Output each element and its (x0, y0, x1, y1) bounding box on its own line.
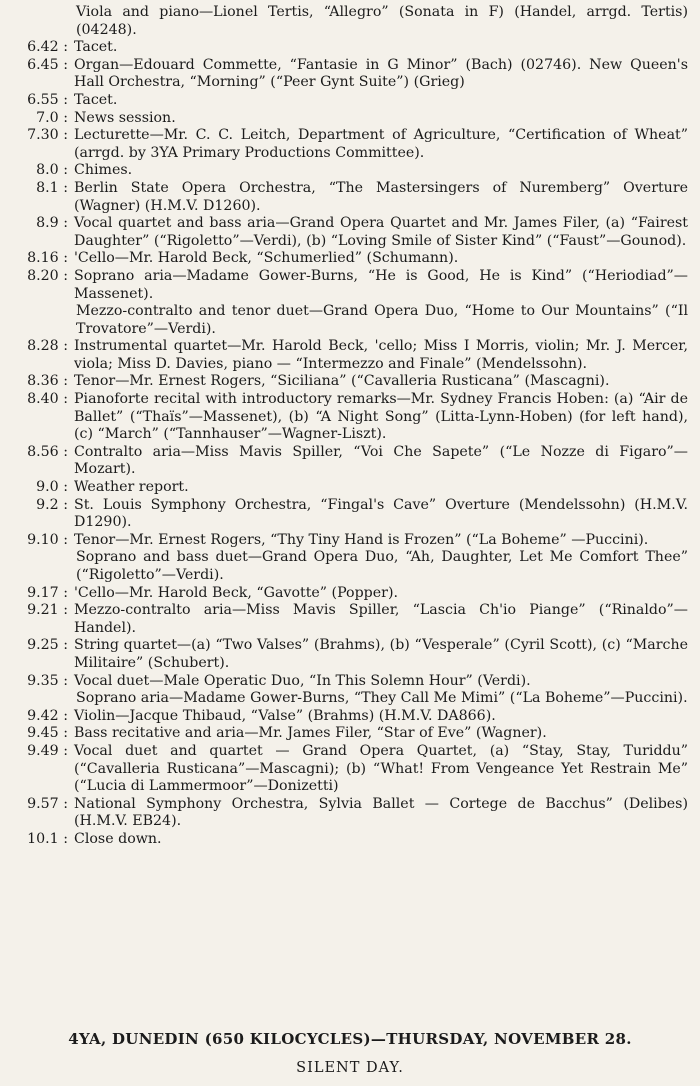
entry-text: Pianoforte recital with introductory remarks—Mr. Sydney Francis Hoben: (a) “Air de Ballet” (“Thaïs”—Massenet), (b) “A Night Song” (Litta-Lynn-Hoben) (for left hand), (c) “March” (“Tannhauser”—Wagner-Liszt). (74, 391, 688, 443)
entry-time: 6.42 : (27, 39, 68, 56)
programme-entry (0, 673, 700, 691)
entry-text: Viola and piano—Lionel Tertis, “Allegro” (Sonata in F) (Handel, arrgd. Tertis) (04248). (76, 4, 688, 38)
programme-entry (0, 338, 700, 373)
entry-text: Organ—Edouard Commette, “Fantasie in G Minor” (Bach) (02746). New Queen's Hall Orchestra, “Morning” (“Peer Gynt Suite”) (Grieg) (74, 56, 688, 91)
programme-entry (0, 585, 700, 603)
entry-time: 8.40 : (27, 391, 68, 408)
entry-time: 8.56 : (27, 443, 68, 460)
programme-entry (0, 444, 700, 479)
entry-time: 9.2 : (36, 496, 68, 513)
station-footer (0, 1030, 700, 1076)
programme-entry (0, 725, 700, 743)
entry-time: 9.57 : (27, 795, 68, 812)
programme-entry (0, 549, 700, 584)
programme-entry (0, 215, 700, 250)
entry-time: 7.0 : (36, 109, 68, 126)
programme-entry (0, 303, 700, 338)
entry-text: Bass recitative and aria—Mr. James Filer, “Star of Eve” (Wagner). (74, 725, 547, 742)
entry-time: 9.0 : (36, 479, 68, 496)
entry-text: National Symphony Orchestra, Sylvia Ballet — Cortege de Bacchus” (Delibes) (H.M.V. EB24). (74, 795, 688, 830)
programme-entry (0, 743, 700, 796)
programme-entry (0, 268, 700, 303)
programme-entry (0, 690, 700, 708)
entry-time: 8.1 : (36, 179, 68, 196)
entry-time: 9.21 : (27, 602, 68, 619)
entry-text: Soprano and bass duet—Grand Opera Duo, “Ah, Daughter, Let Me Comfort Thee” (“Rigoletto”—Verdi). (76, 549, 688, 583)
entry-text: Tenor—Mr. Ernest Rogers, “Thy Tiny Hand is Frozen” (“La Boheme” —Puccini). (74, 531, 649, 548)
programme-entry (0, 250, 700, 268)
entry-time: 7.30 : (27, 127, 68, 144)
programme-entry (0, 831, 700, 849)
entry-text: 'Cello—Mr. Harold Beck, “Gavotte” (Popper). (74, 584, 398, 601)
entry-time: 9.35 : (27, 672, 68, 689)
programme-entry (0, 637, 700, 672)
entry-time: 6.55 : (27, 91, 68, 108)
entry-time: 8.28 : (27, 338, 68, 355)
entry-text: Tacet. (74, 91, 118, 108)
programme-list (0, 4, 700, 849)
entry-time: 9.25 : (27, 637, 68, 654)
silent-day-label: SILENT DAY. (296, 1060, 404, 1076)
entry-text: Chimes. (74, 162, 133, 179)
entry-text: Tacet. (74, 39, 118, 56)
programme-entry (0, 57, 700, 92)
entry-text: Vocal duet and quartet — Grand Opera Quartet, (a) “Stay, Stay, Turiddu” (“Cavalleria Rusticana”—Mascagni); (b) “What! From Vengeance Yet Restrain Me” (“Lucia di Lammermoor”—Donizetti) (74, 742, 688, 795)
programme-entry (0, 708, 700, 726)
entry-time: 8.9 : (36, 215, 68, 232)
entry-time: 9.49 : (27, 742, 68, 759)
entry-text: Instrumental quartet—Mr. Harold Beck, 'cello; Miss I Morris, violin; Mr. J. Mercer, viola; Miss D. Davies, piano — “Intermezzo and Finale” (Mendelssohn). (74, 338, 688, 372)
programme-entry (0, 391, 700, 444)
entry-text: St. Louis Symphony Orchestra, “Fingal's Cave” Overture (Mendelssohn) (H.M.V. D1290). (74, 496, 688, 531)
entry-text: Soprano aria—Madame Gower-Burns, “He is Good, He is Kind” (“Heriodiad”—Massenet). (74, 267, 688, 302)
programme-entry (0, 92, 700, 110)
entry-time: 8.20 : (27, 267, 68, 284)
programme-entry (0, 39, 700, 57)
entry-time: 8.0 : (36, 162, 68, 179)
entry-text: Mezzo-contralto aria—Miss Mavis Spiller, “Lascia Ch'io Piange” (“Rinaldo”—Handel). (74, 602, 688, 636)
entry-text: Close down. (74, 830, 162, 847)
entry-time: 8.36 : (27, 373, 68, 390)
entry-text: Soprano aria—Madame Gower-Burns, “They Call Me Mimi” (“La Boheme”—Puccini). (76, 690, 688, 707)
entry-time: 9.10 : (27, 531, 68, 548)
entry-text: 'Cello—Mr. Harold Beck, “Schumerlied” (Schumann). (74, 250, 459, 267)
entry-time: 10.1 : (27, 830, 68, 847)
programme-entry (0, 110, 700, 128)
entry-text: Contralto aria—Miss Mavis Spiller, “Voi Che Sapete” (“Le Nozze di Figaro”—Mozart). (74, 443, 688, 478)
programme-entry (0, 479, 700, 497)
programme-entry (0, 373, 700, 391)
entry-text: Mezzo-contralto and tenor duet—Grand Opera Duo, “Home to Our Mountains” (“Il Trovatore”—Verdi). (76, 303, 688, 337)
entry-text: Lecturette—Mr. C. C. Leitch, Department of Agriculture, “Certification of Wheat” (arrgd. by 3YA Primary Productions Committee). (74, 127, 688, 161)
entry-time: 9.17 : (27, 584, 68, 601)
entry-text: Berlin State Opera Orchestra, “The Mastersingers of Nuremberg” Overture (Wagner) (H.M.V. D1260). (74, 179, 688, 214)
entry-text: Violin—Jacque Thibaud, “Valse” (Brahms) (H.M.V. DA866). (74, 707, 496, 724)
programme-entry (0, 602, 700, 637)
entry-text: Weather report. (74, 479, 189, 496)
station-heading: 4YA, DUNEDIN (650 KILOCYCLES)—THURSDAY, NOVEMBER 28. (68, 1030, 632, 1048)
programme-entry (0, 796, 700, 831)
programme-entry (0, 180, 700, 215)
entry-text: Tenor—Mr. Ernest Rogers, “Siciliana” (“Cavalleria Rusticana” (Mascagni). (74, 373, 610, 390)
entry-text: News session. (74, 109, 176, 126)
entry-time: 9.45 : (27, 725, 68, 742)
programme-entry (0, 127, 700, 162)
entry-time: 8.16 : (27, 250, 68, 267)
entry-text: Vocal quartet and bass aria—Grand Opera Quartet and Mr. James Filer, (a) “Fairest Daughter” (“Rigoletto”—Verdi), (b) “Loving Smile of Sister Kind” (“Faust”—Gounod). (74, 215, 688, 249)
programme-entry (0, 4, 700, 39)
entry-time: 9.42 : (27, 707, 68, 724)
programme-entry (0, 162, 700, 180)
entry-text: String quartet—(a) “Two Valses” (Brahms), (b) “Vesperale” (Cyril Scott), (c) “Marche Militaire” (Schubert). (74, 637, 688, 671)
programme-entry (0, 497, 700, 532)
programme-entry (0, 532, 700, 550)
entry-text: Vocal duet—Male Operatic Duo, “In This Solemn Hour” (Verdi). (74, 672, 531, 689)
entry-time: 6.45 : (27, 56, 68, 73)
